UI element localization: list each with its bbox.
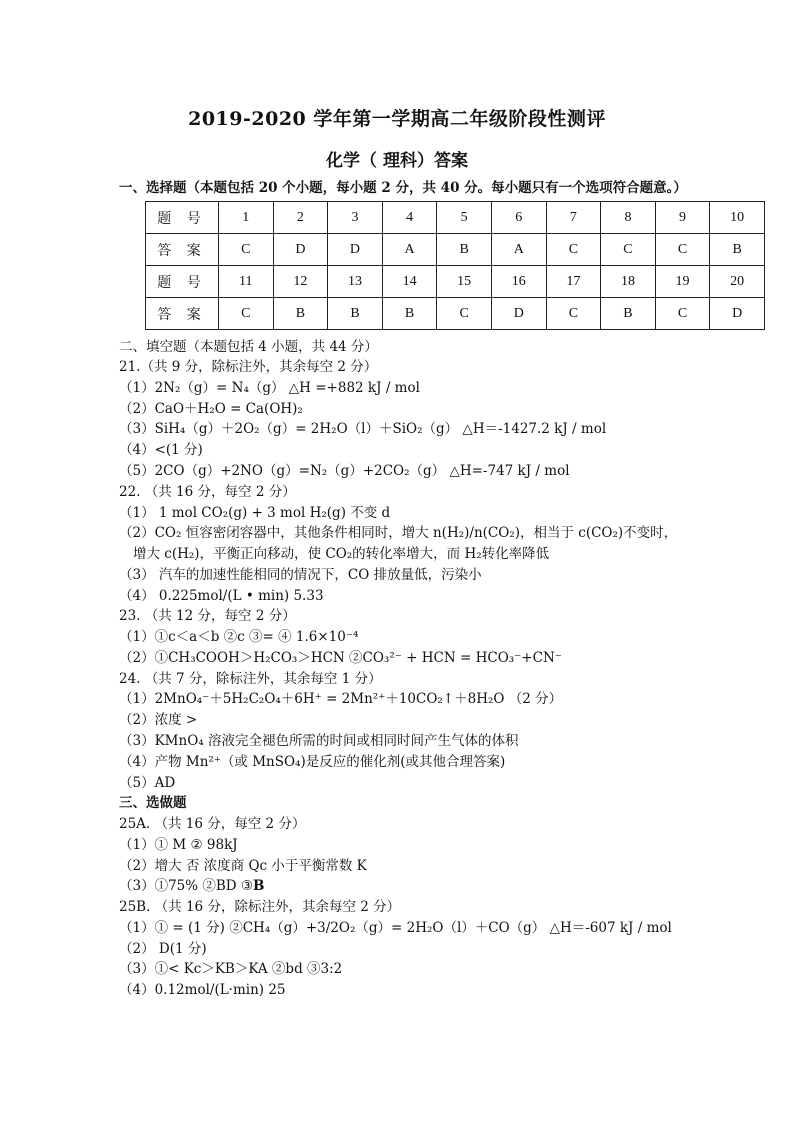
q25a-heading: 25A. （共 16 分，每空 2 分）: [119, 816, 306, 832]
answer-table-row-label: 答 案: [146, 298, 219, 330]
q22-answer-2b: 增大 c(H₂)，平衡正向移动，使 CO₂的转化率增大，而 H₂转化率降低: [133, 546, 550, 562]
answer-table-row-label: 答 案: [146, 234, 219, 266]
q25a-answer-2: （2）增大 否 浓度商 Qc 小于平衡常数 K: [119, 858, 367, 874]
answer-table-cell: B: [601, 298, 656, 330]
page-title: 2019-2020 学年第一学期高二年级阶段性测评: [188, 108, 606, 130]
q25b-answer-4: （4）0.12mol/(L·min) 25: [119, 982, 286, 998]
q21-answer-1: （1）2N₂（g）= N₄（g） △H =+882 kJ / mol: [119, 380, 420, 396]
q21-heading: 21.（共 9 分，除标注外，其余每空 2 分）: [119, 359, 378, 375]
answer-table-cell: 6: [491, 202, 546, 234]
answer-table-cell: C: [546, 298, 601, 330]
q24-heading: 24. （共 7 分，除标注外，其余每空 1 分）: [119, 671, 382, 687]
answer-table-cell: 10: [710, 202, 765, 234]
answer-table-cell: B: [382, 298, 437, 330]
answer-table-cell: 17: [546, 266, 601, 298]
answer-table-row: [146, 202, 765, 234]
q23-heading: 23. （共 12 分，每空 2 分）: [119, 608, 296, 624]
answer-table-row: [146, 266, 765, 298]
q21-answer-5: （5）2CO（g）+2NO（g）=N₂（g）+2CO₂（g） △H=-747 kJ / mol: [119, 463, 570, 479]
q21-answer-2: （2）CaO＋H₂O = Ca(OH)₂: [119, 401, 303, 417]
q21-answer-4: （4）<(1 分): [119, 442, 203, 458]
answer-table-cell: 9: [655, 202, 710, 234]
answer-table-cell: C: [655, 298, 710, 330]
answer-table-row-label: 题 号: [146, 202, 219, 234]
page-subtitle: 化学（ 理科）答案: [326, 151, 468, 171]
answer-table-cell: C: [437, 298, 492, 330]
q25a-answer-3: [119, 877, 264, 895]
q24-answer-2: （2）浓度 >: [119, 712, 198, 728]
q24-answer-1: （1）2MnO₄⁻＋5H₂C₂O₄＋6H⁺ = 2Mn²⁺＋10CO₂↑＋8H₂O （2 分）: [119, 691, 563, 707]
answer-table-cell: A: [382, 234, 437, 266]
answer-table-cell: 8: [601, 202, 656, 234]
q24-answer-5: （5）AD: [119, 775, 176, 791]
answer-table-cell: C: [219, 234, 274, 266]
answer-table-cell: 14: [382, 266, 437, 298]
answer-table-cell: D: [273, 234, 328, 266]
answer-table-cell: 1: [219, 202, 274, 234]
answer-table-cell: B: [273, 298, 328, 330]
q25a-answer-1: （1）① M ② 98kJ: [119, 837, 238, 853]
q23-answer-1: （1）①c＜a＜b ②c ③= ④ 1.6×10⁻⁴: [119, 629, 359, 645]
answer-table-cell: 19: [655, 266, 710, 298]
answer-table-row: [146, 298, 765, 330]
q22-answer-2a: （2）CO₂ 恒容密闭容器中，其他条件相同时，增大 n(H₂)/n(CO₂)，相当于 c(CO₂)不变时，: [119, 525, 678, 541]
answer-table-cell: B: [437, 234, 492, 266]
q22-answer-4: （4） 0.225mol/(L • min) 5.33: [119, 588, 324, 604]
q24-answer-3: （3）KMnO₄ 溶液完全褪色所需的时间或相同时间产生气体的体积: [119, 733, 519, 749]
answer-table-cell: 13: [328, 266, 383, 298]
answer-table-cell: D: [710, 298, 765, 330]
answer-table-cell: 2: [273, 202, 328, 234]
q25b-answer-3: （3）①< Kc＞KB＞KA ②bd ③3:2: [119, 961, 343, 977]
section1-heading: 一、选择题（本题包括 20 个小题，每小题 2 分，共 40 分。每小题只有一个选项符合题意。）: [119, 180, 687, 196]
q25b-answer-2: （2） D(1 分): [119, 941, 207, 957]
answer-table-cell: C: [655, 234, 710, 266]
q25b-answer-1: （1）① = (1 分) ②CH₄（g）+3/2O₂（g）= 2H₂O（l）＋CO（g） △H＝-607 kJ / mol: [119, 920, 672, 936]
q24-answer-4: （4）产物 Mn²⁺（或 MnSO₄)是反应的催化剂(或其他合理答案): [119, 754, 506, 770]
q22-answer-3: （3） 汽车的加速性能相同的情况下，CO 排放量低，污染小: [119, 567, 482, 583]
answer-table-row: [146, 234, 765, 266]
q25a-answer-3-bold: B: [253, 878, 265, 894]
answer-table-cell: 3: [328, 202, 383, 234]
answer-table-cell: C: [601, 234, 656, 266]
q23-answer-2: （2）①CH₃COOH＞H₂CO₃＞HCN ②CO₃²⁻ + HCN = HCO₃⁻+CN⁻: [119, 650, 562, 666]
answer-table-cell: D: [491, 298, 546, 330]
section3-heading: 三、选做题: [119, 795, 187, 811]
answer-table-cell: 18: [601, 266, 656, 298]
answer-table-cell: C: [546, 234, 601, 266]
answer-table-cell: D: [328, 234, 383, 266]
answer-table-cell: 11: [219, 266, 274, 298]
answer-table-cell: 16: [491, 266, 546, 298]
answer-table-cell: C: [219, 298, 274, 330]
answer-table-cell: 20: [710, 266, 765, 298]
answer-table-cell: 5: [437, 202, 492, 234]
answer-table-cell: B: [328, 298, 383, 330]
q22-answer-1: （1） 1 mol CO₂(g) + 3 mol H₂(g) 不变 d: [119, 505, 391, 521]
q21-answer-3: （3）SiH₄（g）＋2O₂（g）= 2H₂O（l）＋SiO₂（g） △H＝-1427.2 kJ / mol: [119, 421, 607, 437]
answer-table-cell: 12: [273, 266, 328, 298]
answer-table: [145, 201, 765, 330]
answer-table-cell: 7: [546, 202, 601, 234]
answer-table-cell: 4: [382, 202, 437, 234]
q25a-answer-3-text: （3）①75% ②BD ③: [119, 878, 254, 894]
answer-table-cell: 15: [437, 266, 492, 298]
answer-table-cell: B: [710, 234, 765, 266]
q25b-heading: 25B. （共 16 分，除标注外，其余每空 2 分）: [119, 899, 401, 915]
section2-heading: 二、填空题（本题包括 4 小题，共 44 分）: [119, 339, 378, 355]
answer-table-row-label: 题 号: [146, 266, 219, 298]
answer-table-cell: A: [491, 234, 546, 266]
q22-heading: 22. （共 16 分，每空 2 分）: [119, 484, 296, 500]
